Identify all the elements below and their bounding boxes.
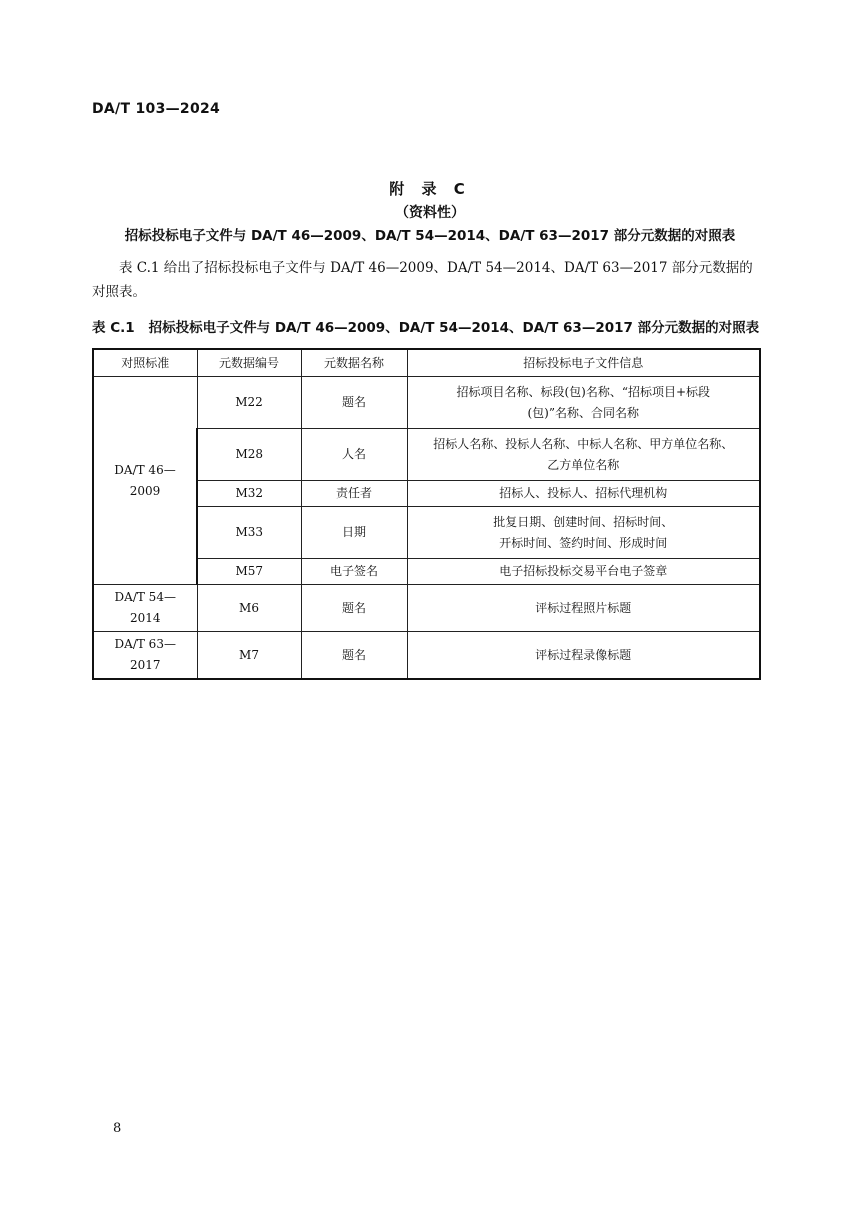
metadata-id-cell: M33: [197, 507, 301, 559]
table-row: [93, 377, 760, 429]
metadata-name-cell: 日期: [301, 507, 407, 559]
appendix-note: （资料性）: [395, 205, 465, 221]
file-info-line: 开标时间、签约时间、形成时间: [499, 535, 668, 550]
file-info-cell: 电子招标投标交易平台电子签章: [407, 559, 760, 585]
file-info-line: 招标人名称、投标人名称、中标人名称、甲方单位名称、: [433, 436, 734, 451]
header-metadata-name: 元数据名称: [301, 349, 407, 377]
intro-paragraph: 表 C.1 给出了招标投标电子文件与 DA/T 46—2009、DA/T 54—2014、DA/T 63—2017 部分元数据的对照表。: [92, 260, 753, 300]
table-row: [93, 632, 760, 680]
file-info-cell: 招标人、投标人、招标代理机构: [407, 481, 760, 507]
file-info-cell: 评标过程录像标题: [407, 632, 760, 680]
metadata-id-cell: M32: [197, 481, 301, 507]
standard-cell: DA/T 63—2017: [93, 632, 197, 680]
file-info-line: (包)”名称、合同名称: [527, 405, 639, 420]
header-metadata-id: 元数据编号: [197, 349, 301, 377]
header-file-info: 招标投标电子文件信息: [407, 349, 760, 377]
metadata-name-cell: 责任者: [301, 481, 407, 507]
file-info-line: 招标项目名称、标段(包)名称、“招标项目+标段: [456, 384, 711, 399]
metadata-id-cell: M57: [197, 559, 301, 585]
table-row: [93, 585, 760, 632]
metadata-id-cell: M6: [197, 585, 301, 632]
metadata-name-cell: 题名: [301, 585, 407, 632]
comparison-table: [92, 348, 761, 680]
metadata-id-cell: M28: [197, 429, 301, 481]
table-caption-text: 招标投标电子文件与 DA/T 46—2009、DA/T 54—2014、DA/T 63—2017 部分元数据的对照表: [148, 320, 760, 336]
metadata-id-cell: M7: [197, 632, 301, 680]
table-caption-number: 表 C.1: [92, 320, 135, 336]
file-info-cell: [407, 377, 760, 429]
header-standard: 对照标准: [93, 349, 197, 377]
metadata-name-cell: 题名: [301, 377, 407, 429]
file-info-line: 乙方单位名称: [547, 457, 620, 472]
standard-cell: DA/T 54—2014: [93, 585, 197, 632]
standard-cell: DA/T 46—2009: [93, 377, 197, 585]
appendix-title: 附 录 C: [389, 180, 471, 198]
file-info-line: 批复日期、创建时间、招标时间、: [493, 514, 674, 529]
metadata-name-cell: 人名: [301, 429, 407, 481]
standard-code-header: DA/T 103—2024: [92, 101, 221, 117]
page-number: 8: [113, 1121, 122, 1136]
table-header-row: [93, 349, 760, 377]
file-info-cell: [407, 507, 760, 559]
metadata-name-cell: 电子签名: [301, 559, 407, 585]
appendix-heading: 招标投标电子文件与 DA/T 46—2009、DA/T 54—2014、DA/T 63—2017 部分元数据的对照表: [124, 228, 736, 244]
metadata-id-cell: M22: [197, 377, 301, 429]
file-info-cell: [407, 429, 760, 481]
metadata-name-cell: 题名: [301, 632, 407, 680]
file-info-cell: 评标过程照片标题: [407, 585, 760, 632]
table-caption: [92, 316, 772, 336]
